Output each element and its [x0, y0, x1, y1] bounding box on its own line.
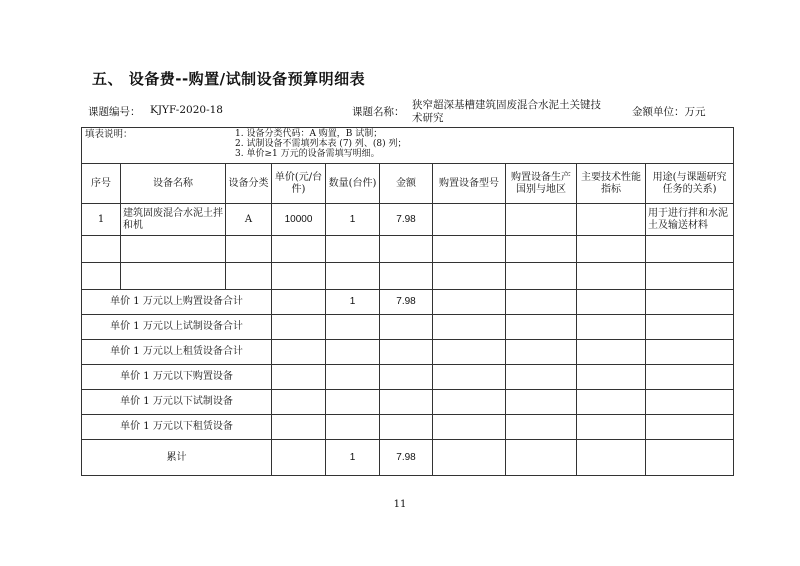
note-line-2: 2. 试制设备不需填列本表 (7) 列、(8) 列； — [235, 139, 407, 149]
total-label: 累计 — [82, 440, 272, 476]
total-row — [82, 440, 734, 476]
item1-spec — [577, 204, 646, 236]
trial-below-label: 单价 1 万元以下试制设备 — [82, 390, 272, 415]
project-name-line2: 术研究 — [412, 112, 444, 124]
project-name — [412, 99, 601, 125]
header-category: 设备分类 — [226, 164, 272, 204]
summary-row — [82, 340, 734, 365]
notes-cell — [82, 128, 734, 164]
purchase-above-amount: 7.98 — [380, 290, 433, 315]
project-code-label: 课题编号： — [88, 106, 141, 118]
header-origin: 购置设备生产国别与地区 — [506, 164, 577, 204]
item1-purpose: 用于进行拌和水泥土及输送材料 — [646, 204, 734, 236]
header-quantity: 数量(台件) — [326, 164, 380, 204]
header-amount: 金额 — [380, 164, 433, 204]
item1-quantity: 1 — [326, 204, 380, 236]
item1-price: 10000 — [272, 204, 326, 236]
table-row — [82, 263, 734, 290]
header-model: 购置设备型号 — [433, 164, 506, 204]
purchase-below-label: 单价 1 万元以下购置设备 — [82, 365, 272, 390]
header-name: 设备名称 — [121, 164, 226, 204]
item1-name: 建筑固废混合水泥土拌和机 — [121, 204, 226, 236]
notes-label: 填表说明： — [85, 129, 133, 140]
header-spec: 主要技术性能指标 — [577, 164, 646, 204]
total-qty: 1 — [326, 440, 380, 476]
summary-row — [82, 365, 734, 390]
project-code: KJYF-2020-18 — [150, 104, 223, 116]
equipment-budget-table — [81, 127, 734, 476]
note-line-1: 1. 设备分类代码：A 购置，B 试制； — [235, 129, 383, 139]
header-price: 单价(元/台件) — [272, 164, 326, 204]
project-name-label: 课题名称： — [352, 106, 405, 118]
unit-label: 金额单位：万元 — [632, 106, 706, 118]
table-row — [82, 236, 734, 263]
summary-row — [82, 290, 734, 315]
item1-model — [433, 204, 506, 236]
purchase-above-label: 单价 1 万元以上购置设备合计 — [82, 290, 272, 315]
purchase-above-qty: 1 — [326, 290, 380, 315]
summary-row — [82, 390, 734, 415]
item1-seq: 1 — [82, 204, 121, 236]
table-row — [82, 204, 734, 236]
summary-row — [82, 415, 734, 440]
total-amount: 7.98 — [380, 440, 433, 476]
header-seq: 序号 — [82, 164, 121, 204]
project-name-line1: 狭窄超深基槽建筑固废混合水泥土关键技 — [412, 99, 601, 111]
item1-origin — [506, 204, 577, 236]
header-purpose: 用途(与课题研究任务的关系) — [646, 164, 734, 204]
trial-above-label: 单价 1 万元以上试制设备合计 — [82, 315, 272, 340]
item1-amount: 7.98 — [380, 204, 433, 236]
lease-above-label: 单价 1 万元以上租赁设备合计 — [82, 340, 272, 365]
item1-category: A — [226, 204, 272, 236]
notes-row — [82, 128, 734, 164]
lease-below-label: 单价 1 万元以下租赁设备 — [82, 415, 272, 440]
note-line-3: 3. 单价≥1 万元的设备需填写明细。 — [235, 149, 380, 159]
summary-row — [82, 315, 734, 340]
page-title: 五、 设备费--购置/试制设备预算明细表 — [92, 70, 366, 88]
page-number: 11 — [393, 499, 407, 510]
header-row — [82, 164, 734, 204]
